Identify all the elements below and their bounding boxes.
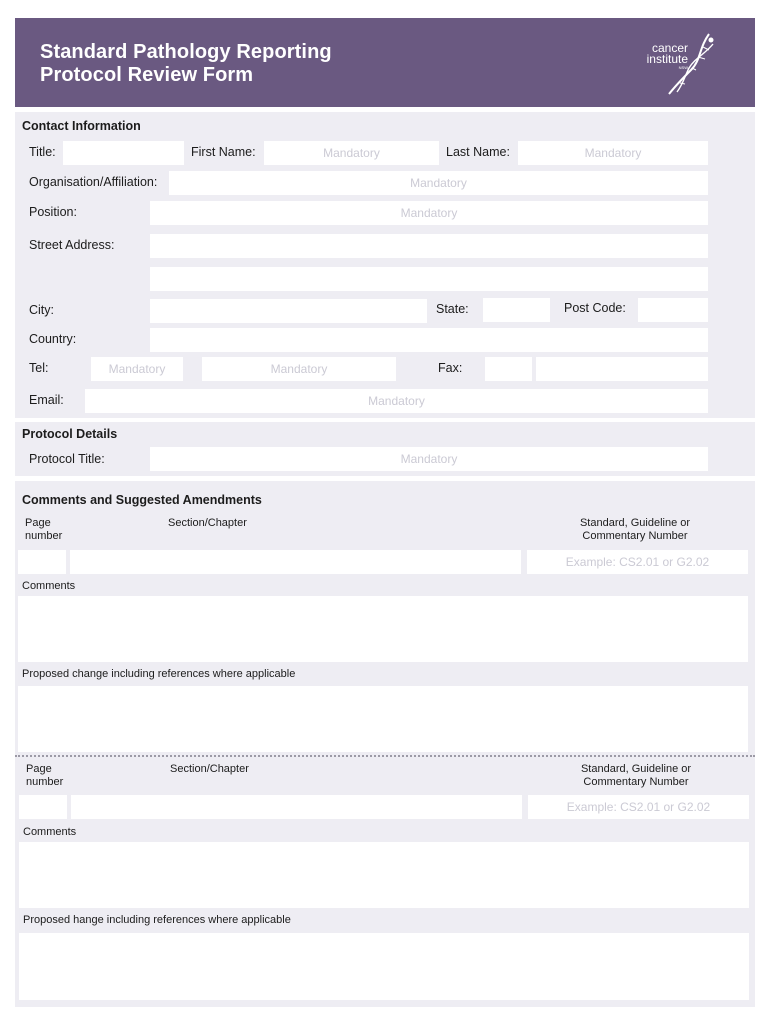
comments-textarea[interactable] (18, 596, 748, 662)
logo-word-institute: institute (646, 52, 688, 66)
comments-label-2: Comments (23, 826, 77, 838)
title-label: Title: (29, 145, 56, 159)
position-label: Position: (29, 205, 77, 219)
dna-helix-icon (665, 30, 721, 96)
logo-word-cancer: cancer (651, 41, 688, 55)
fax-number-field[interactable] (536, 357, 708, 381)
protocol-title-label: Protocol Title: (29, 452, 105, 466)
form-title-line-1: Standard Pathology Reporting (40, 41, 332, 63)
organisation-label: Organisation/Affiliation: (29, 175, 158, 189)
section-chapter-label: Section/Chapter (168, 517, 247, 529)
protocol-details-heading: Protocol Details (22, 427, 118, 441)
page-number-field-2[interactable] (19, 795, 67, 819)
street-address-label: Street Address: (29, 238, 115, 252)
state-label: State: (436, 302, 469, 316)
last-name-label: Last Name: (446, 145, 510, 159)
form-title-line-2: Protocol Review Form (40, 64, 254, 86)
post-code-label: Post Code: (564, 301, 626, 315)
tel-number-field[interactable] (202, 357, 396, 381)
title-field[interactable] (63, 141, 184, 165)
form-title (40, 41, 332, 87)
state-field[interactable] (483, 298, 550, 322)
entry-divider (15, 755, 755, 757)
city-field[interactable] (150, 299, 427, 323)
proposed-change-label: Proposed change including references where applicable (22, 668, 296, 680)
contact-information-heading: Contact Information (22, 119, 141, 133)
country-field[interactable] (150, 328, 708, 352)
standard-guideline-label-2: Standard, Guideline or Commentary Number (580, 763, 692, 788)
city-label: City: (29, 303, 54, 317)
proposed-change-textarea-2[interactable] (19, 933, 749, 1000)
tel-label: Tel: (29, 361, 49, 375)
page-number-field[interactable] (18, 550, 66, 574)
post-code-field[interactable] (638, 298, 708, 322)
standard-number-field[interactable] (527, 550, 748, 574)
comments-textarea-2[interactable] (19, 842, 749, 908)
standard-number-field-2[interactable] (528, 795, 749, 819)
section-chapter-field-2[interactable] (71, 795, 522, 819)
page-number-label-2: Page number (26, 763, 64, 788)
last-name-field[interactable] (518, 141, 708, 165)
proposed-change-textarea[interactable] (18, 686, 748, 752)
first-name-label: First Name: (191, 145, 256, 159)
page-number-label: Page number (25, 517, 63, 542)
organisation-field[interactable] (169, 171, 708, 195)
fax-label: Fax: (438, 361, 463, 375)
fax-area-code-field[interactable] (485, 357, 532, 381)
standard-guideline-label: Standard, Guideline or Commentary Number (579, 517, 691, 542)
section-chapter-field[interactable] (70, 550, 521, 574)
email-label: Email: (29, 393, 64, 407)
street-address-line-2[interactable] (150, 267, 708, 291)
comments-label: Comments (22, 580, 76, 592)
section-chapter-label-2: Section/Chapter (170, 763, 249, 775)
first-name-field[interactable] (264, 141, 439, 165)
email-field[interactable] (85, 389, 708, 413)
position-field[interactable] (150, 201, 708, 225)
logo-word-nsw: NSW (678, 65, 688, 70)
proposed-change-label-2: Proposed hange including references where applicable (23, 914, 291, 926)
tel-area-code-field[interactable] (91, 357, 183, 381)
country-label: Country: (29, 332, 77, 346)
comments-heading: Comments and Suggested Amendments (22, 493, 262, 507)
street-address-line-1[interactable] (150, 234, 708, 258)
protocol-title-field[interactable] (150, 447, 708, 471)
